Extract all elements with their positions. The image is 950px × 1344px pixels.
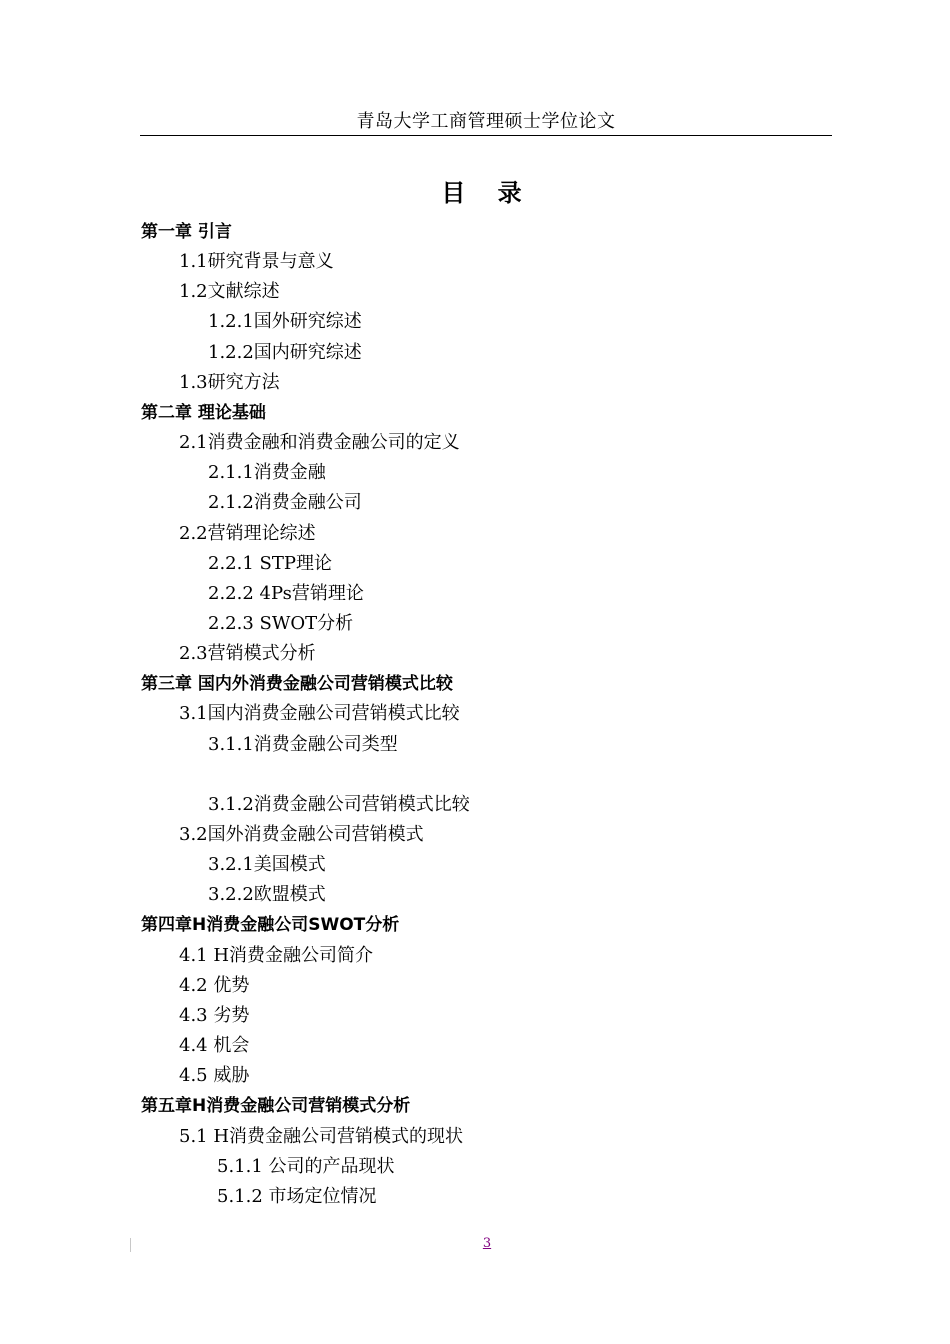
- toc-subsection-3-2-2[interactable]: 3.2.2欧盟模式: [208, 884, 326, 906]
- toc-subsection-5-1-1[interactable]: 5.1.1 公司的产品现状: [217, 1155, 395, 1177]
- toc-subsection-3-1-2[interactable]: 3.1.2消费金融公司营销模式比较: [208, 793, 470, 815]
- toc-section-1-1[interactable]: 1.1研究背景与意义: [179, 251, 334, 273]
- toc-subsection-2-2-1[interactable]: 2.2.1 STP理论: [208, 552, 332, 574]
- toc-subsection-3-1-1[interactable]: 3.1.1消费金融公司类型: [208, 733, 398, 755]
- running-header-text: 青岛大学工商管理硕士学位论文: [356, 111, 616, 132]
- toc-title: 目 录: [441, 178, 534, 207]
- toc-section-1-2[interactable]: 1.2文献综述: [179, 281, 280, 303]
- toc-section-2-1[interactable]: 2.1消费金融和消费金融公司的定义: [179, 432, 460, 454]
- toc-section-1-3[interactable]: 1.3研究方法: [179, 371, 280, 393]
- toc-chapter-2[interactable]: 第二章 理论基础: [141, 402, 266, 423]
- toc-chapter-3[interactable]: 第三章 国内外消费金融公司营销模式比较: [141, 674, 453, 695]
- toc-subsection-2-2-3[interactable]: 2.2.3 SWOT分析: [208, 612, 354, 634]
- toc-subsection-2-1-1[interactable]: 2.1.1消费金融: [208, 462, 326, 484]
- page-number[interactable]: 3: [482, 1236, 492, 1251]
- margin-mark: [130, 1238, 131, 1252]
- toc-section-5-1[interactable]: 5.1 H消费金融公司营销模式的现状: [179, 1125, 464, 1147]
- toc-chapter-1[interactable]: 第一章 引言: [141, 222, 232, 242]
- toc-chapter-5[interactable]: 第五章H消费金融公司营销模式分析: [141, 1096, 411, 1117]
- toc-section-4-5[interactable]: 4.5 威胁: [179, 1065, 250, 1087]
- toc-section-4-3[interactable]: 4.3 劣势: [179, 1004, 250, 1026]
- toc-section-4-2[interactable]: 4.2 优势: [179, 974, 250, 996]
- toc-subsection-2-2-2[interactable]: 2.2.2 4Ps营销理论: [208, 582, 364, 604]
- toc-subsection-1-2-2[interactable]: 1.2.2国内研究综述: [208, 341, 362, 363]
- toc-subsection-2-1-2[interactable]: 2.1.2消费金融公司: [208, 492, 362, 514]
- toc-subsection-3-2-1[interactable]: 3.2.1美国模式: [208, 854, 326, 876]
- toc-subsection-5-1-2[interactable]: 5.1.2 市场定位情况: [217, 1185, 377, 1207]
- toc-section-3-2[interactable]: 3.2国外消费金融公司营销模式: [179, 824, 424, 845]
- toc-section-4-4[interactable]: 4.4 机会: [179, 1035, 250, 1057]
- toc-section-4-1[interactable]: 4.1 H消费金融公司简介: [179, 944, 374, 966]
- toc-section-3-1[interactable]: 3.1国内消费金融公司营销模式比较: [179, 703, 460, 725]
- running-header: [140, 110, 832, 136]
- toc-chapter-4[interactable]: 第四章H消费金融公司SWOT分析: [141, 915, 400, 936]
- toc-subsection-1-2-1[interactable]: 1.2.1国外研究综述: [208, 311, 362, 333]
- toc-section-2-3[interactable]: 2.3营销模式分析: [179, 643, 316, 665]
- toc-section-2-2[interactable]: 2.2营销理论综述: [179, 522, 316, 544]
